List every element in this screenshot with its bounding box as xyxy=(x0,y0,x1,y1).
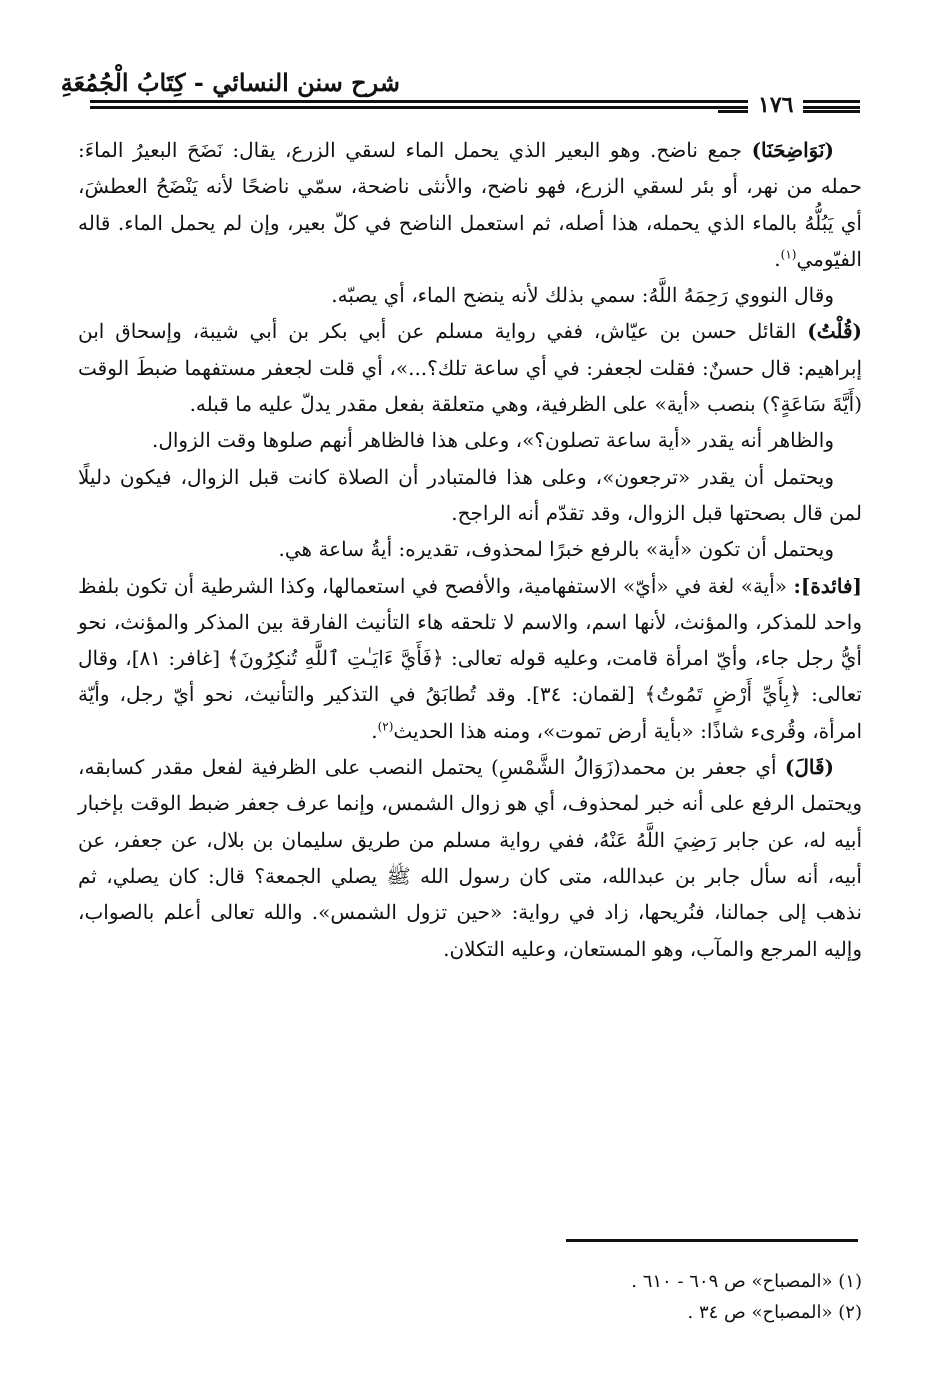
paragraph-lead: (نَوَاضِحَنَا) xyxy=(751,138,834,162)
footnote-ref: (١) xyxy=(780,247,797,262)
paragraph xyxy=(78,313,862,422)
footnote-ref: (٢) xyxy=(377,719,394,734)
paragraph-tail: . xyxy=(371,718,378,743)
paragraph xyxy=(78,277,862,313)
paragraph xyxy=(78,568,862,749)
footnote: (٢) «المصباح» ص ٣٤ . xyxy=(687,1302,862,1323)
paragraph-text: ويحتمل أن يقدر «ترجعون»، وعلى هذا فالمتبادر أن الصلاة كانت قبل الزوال، فيكون دليلًا لمن قال بصحتها قبل الزوال، وقد تقدّم أنه الراجح. xyxy=(78,464,862,525)
paragraph-lead: (قُلْتُ) xyxy=(807,319,862,344)
page-number: ١٧٦ xyxy=(748,92,803,118)
paragraph xyxy=(78,531,862,567)
paragraph-text: «أية» لغة في «أيّ» الاستفهامية، والأفصح في استعمالها، وكذا الشرطية أن تكون بلفظ واحد للمذكر، والمؤنث، لأنها اسم، والاسم لا تلحقه هاء التأنيث الفارقة بين المذكر والمؤنث، نحو أيُّ رجل جاء، وأيّ امرأة قامت، وعليه قوله تعالى: ﴿فَأَيَّ ءَايَـٰتِ ٱللَّهِ تُنكِرُونَ﴾ [غافر: ٨١]، وقال تعالى: ﴿بِأَيِّ أَرْضٍ تَمُوتُ﴾ [لقمان: ٣٤]. وقد تُطابَقُ في التذكير والتأنيث، نحو أيّ رجل، وأيّة امرأة، وقُرىء شاذًا: «بأية أرض تموت»، ومنه هذا الحديث xyxy=(78,573,862,743)
paragraph-text: أي جعفر بن محمد(زَوَالُ الشَّمْسِ) يحتمل النصب على الظرفية لفعل مقدر كسابقه، ويحتمل الرفع على أنه خبر لمحذوف، أي هو زوال الشمس، وإنما عرف جعفر ضبط الوقت بإخبار أبيه له، عن جابر رَضِيَ اللَّهُ عَنْهُ، ففي رواية مسلم من طريق سليمان بن بلال، عن جعفر، عن أبيه، أنه سأل جابر بن عبدالله، متى كان رسول الله ﷺ يصلي الجمعة؟ قال: كان يصلي، ثم نذهب إلى جمالنا، فنُريحها، زاد في رواية: «حين تزول الشمس». والله تعالى أعلم بالصواب، وإليه المرجع والمآب، وهو المستعان، وعليه التكلان. xyxy=(78,755,862,961)
footnotes xyxy=(500,1266,862,1328)
footnote-rule xyxy=(566,1239,858,1242)
paragraph-lead: [فائدة]: xyxy=(793,573,862,598)
footnote: (١) «المصباح» ص ٦٠٩ - ٦١٠ . xyxy=(631,1271,862,1292)
paragraph xyxy=(78,422,862,458)
page-header xyxy=(60,64,860,124)
header-rule xyxy=(90,100,860,103)
header-rule xyxy=(90,106,860,109)
paragraph-text: جمع ناضح. وهو البعير الذي يحمل الماء لسقي الزرع، يقال: نَضَحَ البعيرُ الماءَ: حمله من نهر، أو بئر لسقي الزرع، فهو ناضح، والأنثى ناضحة، سمّي ناضحًا لأنه يَنْضَحُ العطشَ، أي يَبُلُّهُ بالماء الذي يحمله، هذا أصله، ثم استعمل الناضح في كلّ بعير، وإن لم يحمل الماء. قاله الفيّومي xyxy=(78,138,862,271)
body-text xyxy=(78,132,862,967)
paragraph xyxy=(78,749,862,967)
paragraph-lead: (قَالَ) xyxy=(784,755,834,780)
paragraph xyxy=(78,459,862,532)
paragraph xyxy=(78,132,862,277)
paragraph-text: والظاهر أنه يقدر «أية ساعة تصلون؟»، وعلى هذا فالظاهر أنهم صلوها وقت الزوال. xyxy=(151,428,834,453)
running-title: شرح سنن النسائي - كِتَابُ الْجُمُعَةِ xyxy=(60,68,400,97)
paragraph-tail: . xyxy=(774,246,781,271)
paragraph-text: القائل حسن بن عيّاش، ففي رواية مسلم عن أبي بكر بن أبي شيبة، وإسحاق ابن إبراهيم: قال حسنٌ: فقلت لجعفر: في أي ساعة تلك؟...»، أي قلت لجعفر مستفهما ضبطَ الوقت (أَيَّةَ سَاعَةٍ؟) بنصب «أية» على الظرفية، وهي متعلقة بفعل مقدر يدلّ عليه ما قبله. xyxy=(78,319,862,417)
paragraph-text: وقال النووي رَحِمَهُ اللَّهُ: سمي بذلك لأنه ينضح الماء، أي يصبّه. xyxy=(331,283,834,308)
paragraph-text: ويحتمل أن تكون «أية» بالرفع خبرًا لمحذوف، تقديره: أيةُ ساعة هي. xyxy=(278,537,834,562)
